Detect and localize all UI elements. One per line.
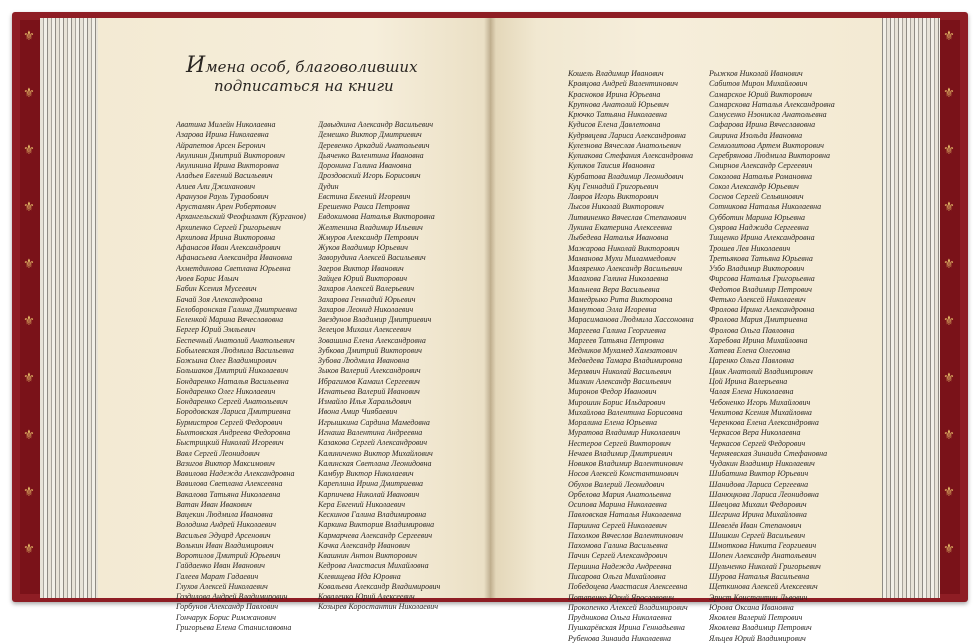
subscriber-name: Пачин Сергей Александрович: [568, 551, 668, 561]
subscriber-name: Аватина Милейн Николаевна: [176, 120, 276, 129]
subscriber-name: Красноков Ирина Юрьевна: [568, 89, 661, 99]
subscriber-name: Лавров Игорь Викторович: [568, 192, 659, 202]
subscriber-name: Заеров Виктор Иванович: [318, 263, 404, 273]
subscriber-name: Козырев Коростантин Николаевич: [318, 602, 439, 612]
subscriber-name: Шмоткова Никита Георгиевич: [709, 541, 817, 551]
fleur-de-lis-icon: ⚜: [23, 143, 35, 158]
subscriber-name: Афанасов Иван Александрович: [176, 243, 281, 253]
subscriber-name: Игнатьева Валерий Иванович: [318, 386, 420, 396]
subscriber-name: Жмуров Александр Петрович: [318, 232, 419, 242]
fleur-de-lis-icon: ⚜: [943, 371, 955, 386]
subscriber-name: Трошев Лев Николаевич: [709, 243, 791, 253]
subscriber-name: Соснов Сергей Сельвинович: [709, 192, 804, 202]
subscriber-name: Цой Ирина Валерьевна: [709, 376, 788, 386]
subscriber-name: Шанидова Лариса Сергеевна: [709, 479, 809, 489]
subscriber-name: Осипова Марина Николаевна: [568, 500, 667, 510]
subscriber-name: Кошель Владимир Иванович: [568, 69, 664, 78]
title-initial: И: [186, 53, 206, 78]
subscriber-name: Крупнова Анатолий Юрьевич: [568, 99, 669, 109]
subscriber-name: Ивона Амир Чиябаевич: [318, 407, 398, 417]
subscriber-name: Ватан Иван Ивакович: [176, 499, 252, 509]
subscriber-name: Милкин Александр Васильевич: [568, 376, 672, 386]
subscriber-name: Акулинин Дмитрий Викторович: [176, 150, 285, 160]
subscriber-name: Бобылевская Людмила Васильевна: [176, 345, 294, 355]
names-column-3: [568, 69, 710, 644]
subscriber-name: Аладьев Евгений Васильевич: [176, 171, 273, 181]
subscriber-name: Курбатова Владимир Леонидович: [568, 171, 684, 181]
subscriber-name: Ахметдинова Светлана Юрьевна: [176, 263, 291, 273]
subscriber-name: Мамутова Элла Игоревна: [568, 305, 657, 315]
fleur-de-lis-icon: ⚜: [943, 86, 955, 101]
subscriber-name: Кедрова Анастасия Михайловна: [318, 561, 429, 571]
fleur-de-lis-icon: ⚜: [23, 542, 35, 557]
subscriber-name: Бабин Ксения Мусеевич: [176, 284, 257, 294]
names-column-4: [709, 69, 859, 644]
subscriber-name: Игрышкина Сардина Мамедовна: [318, 417, 430, 427]
subscriber-name: Шурова Наталья Васильевна: [709, 572, 810, 582]
subscriber-name: Яльцев Юрий Владимирович: [709, 633, 806, 643]
subscriber-name: Рубенова Зинаида Николаевна: [568, 633, 671, 643]
subscriber-name: Архипова Ирина Викторовна: [176, 232, 276, 242]
subscriber-name: Шегрина Ирина Михайловна: [709, 510, 807, 520]
subscriber-name: Дьяченко Валентина Ивановна: [318, 150, 424, 160]
subscriber-name: Медников Мухамед Хамзатович: [568, 346, 678, 356]
subscriber-name: Вавл Сергей Леонидович: [176, 448, 260, 458]
subscriber-name: Потапенко Юрий Ярославович: [568, 592, 674, 602]
subscriber-name: Маляренко Александр Васильевич: [568, 264, 683, 274]
subscriber-name: Григорьева Елена Станиславовна: [176, 623, 292, 633]
fleur-de-lis-icon: ⚜: [943, 257, 955, 272]
subscriber-name: Каркина Виктория Владимировна: [318, 520, 435, 530]
subscriber-name: Фролова Мария Дмитриевна: [709, 315, 808, 325]
subscriber-name: Зелецов Михаил Алексеевич: [318, 325, 412, 335]
fleur-de-lis-icon: ⚜: [943, 428, 955, 443]
subscriber-name: Чекитова Ксения Михайловна: [709, 407, 812, 417]
subscriber-name: Шопен Александр Анатольевич: [709, 551, 817, 561]
subscriber-name: Зубкова Дмитрий Викторович: [318, 345, 422, 355]
subscriber-name: Кудрявцева Лариса Александровна: [568, 130, 686, 140]
subscriber-name: Паршина Сергей Николаевич: [568, 520, 667, 530]
subscriber-name: Кулезнова Вячеслав Анатольевич: [568, 140, 681, 150]
subscriber-name: Яковлева Владимир Петрович: [709, 623, 812, 633]
subscriber-name: Лысов Николай Викторович: [568, 202, 664, 212]
subscriber-name: Зовашина Елена Александровна: [318, 335, 426, 345]
subscriber-name: Юрова Оксана Ивановна: [709, 602, 794, 612]
subscriber-name: Зайцев Юрий Викторович: [318, 273, 408, 283]
subscriber-name: Квашнин Антон Викторович: [318, 551, 417, 561]
subscriber-name: Вавилова Надежда Александровна: [176, 469, 295, 479]
subscriber-name: Щеткинова Алексей Алексеевич: [709, 582, 818, 592]
subscriber-name: Фролова Ольга Павловна: [709, 325, 795, 335]
subscriber-name: Захаров Алексей Валерьевич: [318, 284, 415, 294]
subscriber-name: Носов Алексей Константинович: [568, 469, 679, 479]
subscriber-name: Швецова Михаил Федорович: [709, 500, 807, 510]
subscriber-name: Пушкарёвская Ирина Геннадьевна: [568, 623, 685, 633]
fleur-de-lis-icon: ⚜: [23, 314, 35, 329]
subscriber-name: Писарова Ольга Михайловна: [568, 572, 666, 582]
subscriber-name: Калинская Светлана Леонидовна: [318, 458, 432, 468]
fleur-de-lis-icon: ⚜: [23, 428, 35, 443]
left-endpaper-stripes: [40, 18, 98, 598]
subscriber-name: Кера Евгений Николаевич: [318, 499, 406, 509]
subscriber-name: Белоборонская Галина Дмитриевна: [176, 304, 298, 314]
subscriber-name: Мерлявич Николай Васильевич: [568, 366, 672, 376]
subscriber-name: Черкасов Вера Николаевна: [709, 428, 801, 438]
subscriber-name: Мальнева Вера Васильевна: [568, 284, 660, 294]
subscriber-name: Лукина Екатерина Алексеевна: [568, 222, 672, 232]
subscriber-name: Карпичева Николай Иванович: [318, 489, 420, 499]
subscriber-name: Гончарук Борис Римжанович: [176, 612, 276, 622]
subscriber-name: Сабитов Мирон Михайлович: [709, 79, 808, 89]
subscriber-name: Прудникова Ольга Николаевна: [568, 613, 672, 623]
subscriber-name: Азарова Ирина Николаевна: [176, 130, 269, 140]
subscriber-name: Айрапетов Арсен Беронич: [176, 140, 266, 150]
subscriber-name: Соколова Наталья Романовна: [709, 171, 812, 181]
subscriber-name: Дудин: [318, 181, 339, 191]
subscriber-name: Кудисов Елена Давлетовна: [568, 120, 661, 130]
subscriber-name: Мирошин Борис Ильдарович: [568, 397, 666, 407]
subscriber-name: Быхтовская Андреева Федоровна: [176, 427, 291, 437]
fleur-de-lis-icon: ⚜: [23, 29, 35, 44]
subscriber-name: Фролова Ирина Александровна: [709, 305, 815, 315]
subscriber-name: Маргеева Галина Георгиевна: [568, 325, 666, 335]
names-column-1: [176, 120, 318, 633]
subscriber-name: Васильев Эдуард Арсенович: [176, 530, 271, 540]
subscriber-name: Аюев Борис Ильич: [176, 273, 239, 283]
subscriber-name: Эрнст Константин Львович: [709, 592, 808, 602]
subscriber-name: Орбелова Мария Анатольевна: [568, 489, 671, 499]
subscriber-name: Коваленко Юрий Алексеевич: [318, 592, 415, 602]
subscriber-name: Федотов Владимир Петрович: [709, 284, 812, 294]
subscriber-name: Смирнов Александр Сергеевич: [709, 161, 813, 171]
subscriber-name: Мамедрыко Рита Викторовна: [568, 294, 673, 304]
subscriber-name: Муратова Владимир Николаевич: [568, 428, 681, 438]
subscriber-name: Бондаренко Наталья Васильевна: [176, 376, 289, 386]
subscriber-name: Медведева Тамара Владимировна: [568, 356, 683, 366]
subscriber-name: Арустамян Арен Робертович: [176, 202, 276, 212]
subscriber-name: Новиков Владимир Валентинович: [568, 459, 683, 469]
subscriber-name: Камбур Виктор Николаевич: [318, 469, 414, 479]
subscriber-name: Хатева Елена Олеговна: [709, 346, 791, 356]
subscriber-name: Лыбедева Наталья Ивановна: [568, 233, 669, 243]
subscriber-name: Беленкой Марина Вячеславовна: [176, 315, 284, 325]
subscriber-name: Захарова Геннадий Юрьевич: [318, 294, 416, 304]
subscriber-name: Захаров Леонид Николаевич: [318, 304, 414, 314]
subscriber-name: Шевелёв Иван Степанович: [709, 520, 802, 530]
subscriber-name: Зыков Валерий Александрович: [318, 366, 421, 376]
subscriber-name: Казакова Сергей Александрович: [318, 438, 428, 448]
subscriber-name: Клевищева Ида Юровна: [318, 571, 401, 581]
subscriber-name: Яковлев Валерий Петрович: [709, 613, 803, 623]
subscriber-name: Харебова Ирина Михайловна: [709, 335, 808, 345]
subscriber-name: Семиолитова Артем Викторович: [709, 140, 824, 150]
subscriber-name: Миронов Федор Иванович: [568, 387, 657, 397]
subscriber-name: Дроздовский Игорь Борисович: [318, 171, 421, 181]
subscriber-name: Моралина Елена Юрьевна: [568, 418, 657, 428]
subscriber-name: Гоздилова Андрей Владимирович: [176, 592, 288, 602]
subscriber-name: Евстина Евгений Игоревич: [318, 191, 411, 201]
subscriber-name: Рыжков Николай Иванович: [709, 69, 803, 78]
subscriber-name: Кареплина Ирина Дмитриевна: [318, 479, 424, 489]
subscriber-name: Сотникова Наталья Николаевна: [709, 202, 822, 212]
page-title: [186, 53, 446, 96]
subscriber-name: Ерешенко Раиса Петровна: [318, 202, 410, 212]
subscriber-name: Шишкин Сергей Васильевич: [709, 530, 806, 540]
subscriber-name: Марасиманова Людмила Хассоновна: [568, 315, 694, 325]
subscriber-name: Афанасьева Александра Ивановна: [176, 253, 293, 263]
subscriber-name: Демешко Виктор Дмитриевич: [318, 130, 422, 140]
subscriber-name: Шибатина Виктор Юрьевич: [709, 469, 809, 479]
subscriber-name: Кескинов Галина Владимировна: [318, 510, 427, 520]
subscriber-name: Игнаша Валентина Андреевна: [318, 427, 423, 437]
subscriber-name: Доронина Галина Ивановна: [318, 161, 412, 171]
subscriber-name: Черенкова Елена Александровна: [709, 418, 819, 428]
fleur-de-lis-icon: ⚜: [943, 200, 955, 215]
subscriber-name: Воротилов Дмитрий Юрьевич: [176, 551, 281, 561]
subscriber-name: Володина Андрей Николаевич: [176, 520, 277, 530]
subscriber-name: Бачай Зоя Александровна: [176, 294, 263, 304]
subscriber-name: Алиев Али Джиханович: [176, 181, 256, 191]
subscriber-name: Фетько Алексей Николаевич: [709, 294, 806, 304]
fleur-de-lis-icon: ⚜: [943, 143, 955, 158]
subscriber-name: Гайдаенко Иван Иванович: [176, 561, 265, 571]
subscriber-name: Нечаев Владимир Дмитриевич: [568, 448, 673, 458]
fleur-de-lis-icon: ⚜: [23, 371, 35, 386]
subscriber-name: Акулинина Ирина Викторовна: [176, 161, 279, 171]
subscriber-name: Тищенко Ирина Александровна: [709, 233, 815, 243]
subscriber-name: Царенко Ольга Павловна: [709, 356, 795, 366]
subscriber-name: Зубова Людмила Ивановна: [318, 356, 410, 366]
subscriber-name: Победоцева Анастасия Алексеевна: [568, 582, 688, 592]
subscriber-name: Быстрицкий Николай Игоревич: [176, 438, 284, 448]
subscriber-name: Шульченко Николай Григорьевич: [709, 561, 821, 571]
subscriber-name: Субботин Марина Юрьевна: [709, 212, 805, 222]
subscriber-name: Бергер Юрий Эмльевич: [176, 325, 256, 335]
subscriber-name: Желтенина Владимир Ильевич: [318, 222, 423, 232]
subscriber-name: Заворудина Алексей Васильевич: [318, 253, 426, 263]
title-line-1: [186, 53, 446, 78]
subscriber-name: Литвиненко Вячеслав Степанович: [568, 212, 687, 222]
subscriber-name: Вавилова Светлана Алексеевна: [176, 479, 283, 489]
fleur-de-lis-icon: ⚜: [943, 314, 955, 329]
subscriber-name: Давыдкина Александр Васильевич: [318, 120, 434, 129]
subscriber-name: Серебрянова Людмила Викторовна: [709, 151, 830, 161]
subscriber-name: Бородовская Лариса Дмитриевна: [176, 407, 291, 417]
subscriber-name: Черняевская Зинаида Стефановна: [709, 448, 828, 458]
book-gutter: [484, 18, 496, 598]
title-line-1-text: мена особ, благоволивших: [205, 58, 418, 76]
subscriber-name: Архангельский Феофилакт (Курганов): [176, 212, 306, 222]
subscriber-name: Сафарова Ирина Вячеславовна: [709, 120, 816, 130]
subscriber-name: Ковальева Александр Владимирович: [318, 581, 441, 591]
subscriber-name: Самусенко Нэоникла Анатольевна: [709, 110, 827, 120]
subscriber-name: Бондаренко Олег Николаевич: [176, 386, 276, 396]
subscriber-name: Суярова Наджида Сергеевна: [709, 222, 809, 232]
subscriber-name: Кармарчева Александр Сергеевич: [318, 530, 433, 540]
subscriber-name: Маргеев Татьяна Петровна: [568, 335, 664, 345]
subscriber-name: Божьина Олег Владимирович: [176, 356, 277, 366]
subscriber-name: Обухов Валерий Леонидович: [568, 479, 665, 489]
subscriber-name: Жуков Владимир Юрьевич: [318, 243, 408, 253]
subscriber-name: Бондаренко Сергей Анатольевич: [176, 397, 288, 407]
subscriber-name: Сокол Александр Юрьевич: [709, 181, 799, 191]
subscriber-name: Прокопенко Алексей Владимирович: [568, 602, 688, 612]
subscriber-name: Волькин Иван Владимирович: [176, 540, 274, 550]
subscriber-name: Вацекин Людмила Ивановна: [176, 510, 273, 520]
subscriber-name: Кулиакова Стефания Александровна: [568, 151, 693, 161]
subscriber-name: Третьякова Татьяна Юрьевна: [709, 253, 813, 263]
subscriber-name: Маманова Мухи Миламмедович: [568, 253, 676, 263]
names-column-2: [318, 120, 468, 613]
subscriber-name: Калиниченко Виктор Михайлович: [318, 448, 433, 458]
subscriber-name: Узбо Владимир Викторович: [709, 264, 805, 274]
subscriber-name: Звездунов Владимир Дмитриевич: [318, 315, 432, 325]
subscriber-name: Куликов Таисия Ивановна: [568, 161, 655, 171]
subscriber-name: Пахомова Галина Васильевна: [568, 541, 668, 551]
subscriber-name: Черкасов Сергей Федорович: [709, 438, 806, 448]
subscriber-name: Самарское Юрий Викторович: [709, 89, 812, 99]
fleur-de-lis-icon: ⚜: [23, 86, 35, 101]
subscriber-name: Архипенко Сергей Григорьевич: [176, 222, 281, 232]
subscriber-name: Беспечный Анатолий Анатольевич: [176, 335, 295, 345]
subscriber-name: Чудакин Владимир Николаевич: [709, 459, 815, 469]
subscriber-name: Бурмистров Сергей Федорович: [176, 417, 283, 427]
subscriber-name: Вакалова Татьяна Николаевна: [176, 489, 281, 499]
subscriber-name: Вазигов Виктор Максимович: [176, 458, 275, 468]
subscriber-name: Чалая Елена Николаевна: [709, 387, 794, 397]
subscriber-name: Першина Надежда Андреевна: [568, 561, 672, 571]
subscriber-name: Большаков Дмитрий Николаевич: [176, 366, 289, 376]
subscriber-name: Фирсова Наталья Григорьевна: [709, 274, 815, 284]
subscriber-name: Самарскова Наталья Александровна: [709, 99, 835, 109]
subscriber-name: Галеев Марат Гадаевич: [176, 571, 259, 581]
subscriber-name: Крючко Татьяна Николаевна: [568, 110, 667, 120]
subscriber-name: Измайло Илья Харальдович: [318, 397, 412, 407]
fleur-de-lis-icon: ⚜: [23, 485, 35, 500]
subscriber-name: Евдокимова Наталья Викторовна: [318, 212, 435, 222]
title-line-2: подписаться на книги: [214, 77, 394, 95]
subscriber-name: Шанюцкова Лариса Леонидовна: [709, 489, 819, 499]
subscriber-name: Горбунов Александр Павлович: [176, 602, 279, 612]
fleur-de-lis-icon: ⚜: [943, 29, 955, 44]
subscriber-name: Аранузов Рауль Тураобович: [176, 191, 269, 201]
subscriber-name: Кравцова Андрей Валентинович: [568, 79, 678, 89]
subscriber-name: Цвик Анатолий Владимирович: [709, 366, 813, 376]
subscriber-name: Свирина Изольда Ивановна: [709, 130, 803, 140]
subscriber-name: Нестеров Сергей Викторович: [568, 438, 671, 448]
subscriber-name: Пахолков Вячеслав Валентинович: [568, 530, 684, 540]
subscriber-name: Михайлова Валентина Борисовна: [568, 407, 683, 417]
fleur-de-lis-icon: ⚜: [943, 542, 955, 557]
subscriber-name: Ибрагимов Камаил Сергеевич: [318, 376, 420, 386]
subscriber-name: Глухов Алексей Николаевич: [176, 581, 268, 591]
subscriber-name: Чебоненко Игорь Михайлович: [709, 397, 811, 407]
subscriber-name: Качка Александр Иванович: [318, 540, 410, 550]
subscriber-name: Малахова Галина Николаевна: [568, 274, 669, 284]
right-endpaper-stripes: [882, 18, 940, 598]
subscriber-name: Павловская Наталья Николаевна: [568, 510, 682, 520]
fleur-de-lis-icon: ⚜: [943, 485, 955, 500]
subscriber-name: Куц Геннадий Григорьевич: [568, 181, 659, 191]
subscriber-name: Мажарова Николай Викторович: [568, 243, 680, 253]
subscriber-name: Деревенко Аркадий Анатольевич: [318, 140, 430, 150]
fleur-de-lis-icon: ⚜: [23, 200, 35, 215]
fleur-de-lis-icon: ⚜: [23, 257, 35, 272]
